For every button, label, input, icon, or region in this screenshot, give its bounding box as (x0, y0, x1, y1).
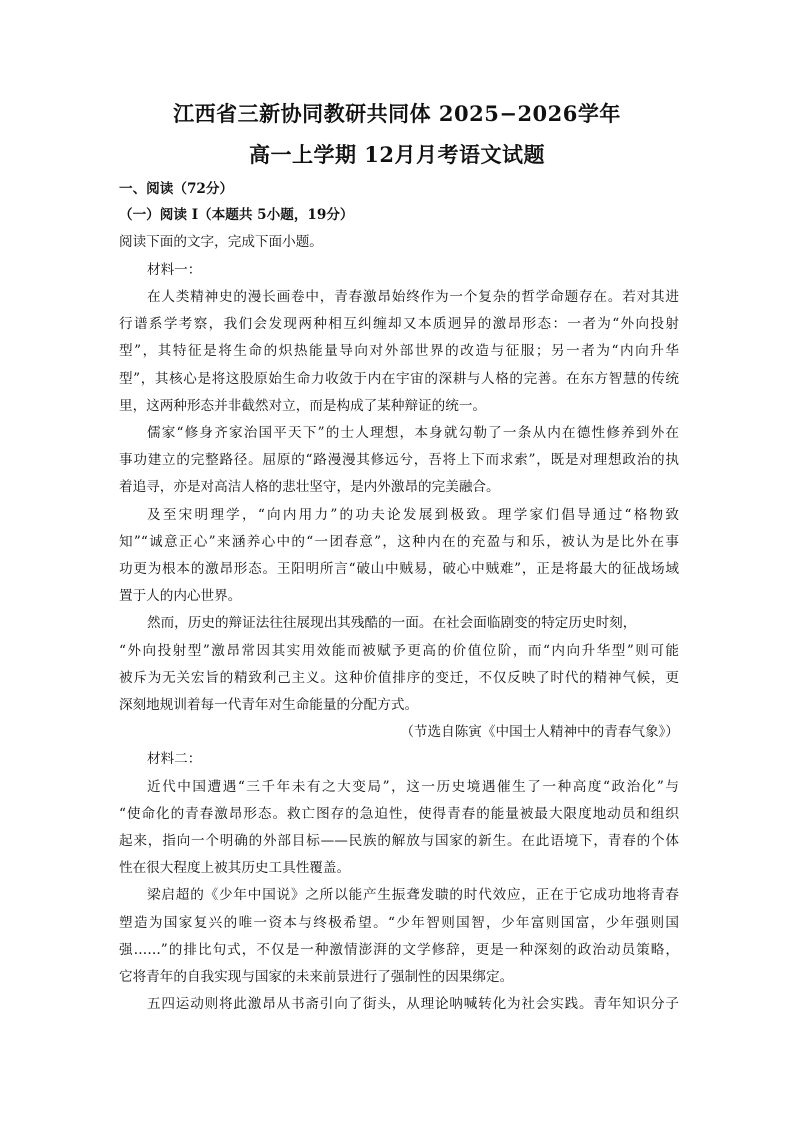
paragraph-line: 它将青年的自我实现与国家的未来前景进行了强制性的因果绑定。 (119, 969, 514, 985)
document-title-line2: 高一上学期 12月月考语文试题 (248, 142, 546, 167)
document-title-line1: 江西省三新协同教研共同体 2025−2026学年 (173, 101, 621, 126)
paragraph-line: 在人类精神史的漫长画卷中，青春激昂始终作为一个复杂的哲学命题存在。若对其进 (147, 289, 679, 305)
paragraph-line: 置于人的内心世界。 (119, 588, 242, 604)
paragraph-line: 性在很大程度上被其历史工具性覆盖。 (119, 860, 351, 876)
section-subheading: （一）阅读 I（本题共 5小题，19分） (119, 207, 354, 223)
paragraph-line: 强……”的排比句式，不仅是一种激情澎湃的文学修辞，更是一种深刻的政治动员策略， (119, 942, 679, 958)
paragraph-line: 行谱系学考察，我们会发现两种相互纠缠却又本质迥异的激昂形态：一者为“外向投射 (119, 316, 679, 332)
paragraph-line: 梁启超的《少年中国说》之所以能产生振聋发聩的时代效应，正在于它成功地将青春 (147, 887, 679, 903)
paragraph-line: “使命化的青春激昂形态。救亡图存的急迫性，使得青春的能量被最大限度地动员和组织 (119, 806, 679, 822)
paragraph-line: “外向投射型”激昂常因其实用效能而被赋予更高的价值位阶，而“内向升华型”则可能 (119, 643, 679, 659)
paragraph-line: 起来，指向一个明确的外部目标——民族的解放与国家的新生。在此语境下，青春的个体 (119, 833, 679, 849)
paragraph-line: 型”，其核心是将这股原始生命力收敛于内在宇宙的深耕与人格的完善。在东方智慧的传统 (119, 371, 679, 387)
paragraph-line: 五四运动则将此激昂从书斋引向了街头，从理论呐喊转化为社会实践。青年知识分子 (147, 996, 679, 1012)
paragraph-line: 及至宋明理学，“向内用力”的功夫论发展到极致。理学家们倡导通过“格物致 (147, 507, 679, 523)
paragraph-line: 然而，历史的辩证法往往展现出其残酷的一面。在社会面临剧变的特定历史时刻， (147, 615, 637, 631)
material2-label: 材料二： (147, 751, 202, 767)
paragraph-line: 儒家“修身齐家治国平天下”的士人理想，本身就勾勒了一条从内在德性修养到外在 (147, 425, 679, 441)
paragraph-line: 着追寻，亦是对高洁人格的悲壮坚守，是内外激昂的完美融合。 (119, 479, 500, 495)
instruction-text: 阅读下面的文字，完成下面小题。 (119, 234, 323, 250)
source-citation: （节选自陈寅《中国士人精神中的青春气象》） (400, 724, 679, 740)
material1-label: 材料一： (147, 262, 202, 278)
paragraph-line: 功更为根本的激昂形态。王阳明所言“破山中贼易，破心中贼难”，正是将最大的征战场域 (119, 561, 679, 577)
section-heading: 一、阅读（72分） (119, 181, 234, 197)
paragraph-line: 型”，其特征是将生命的炽热能量导向对外部世界的改造与征服；另一者为“内向升华 (119, 343, 679, 359)
paragraph-line: 事功建立的完整路径。屈原的“路漫漫其修远兮，吾将上下而求索”，既是对理想政治的执 (119, 452, 679, 468)
paragraph-line: 深刻地规训着每一代青年对生命能量的分配方式。 (119, 697, 419, 713)
paragraph-line: 知”“诚意正心”来涵养心中的“一团春意”，这种内在的充盈与和乐，被认为是比外在事 (119, 534, 679, 550)
paragraph-line: 塑造为国家复兴的唯一资本与终极希望。“少年智则国智，少年富则国富，少年强则国 (119, 915, 679, 931)
paragraph-line: 被斥为无关宏旨的精致利己主义。这种价值排序的变迁，不仅反映了时代的精神气候，更 (119, 670, 679, 686)
paragraph-line: 近代中国遭遇“三千年未有之大变局”，这一历史境遇催生了一种高度“政治化”与 (147, 779, 679, 795)
paragraph-line: 里，这两种形态并非截然对立，而是构成了某种辩证的统一。 (119, 398, 487, 414)
